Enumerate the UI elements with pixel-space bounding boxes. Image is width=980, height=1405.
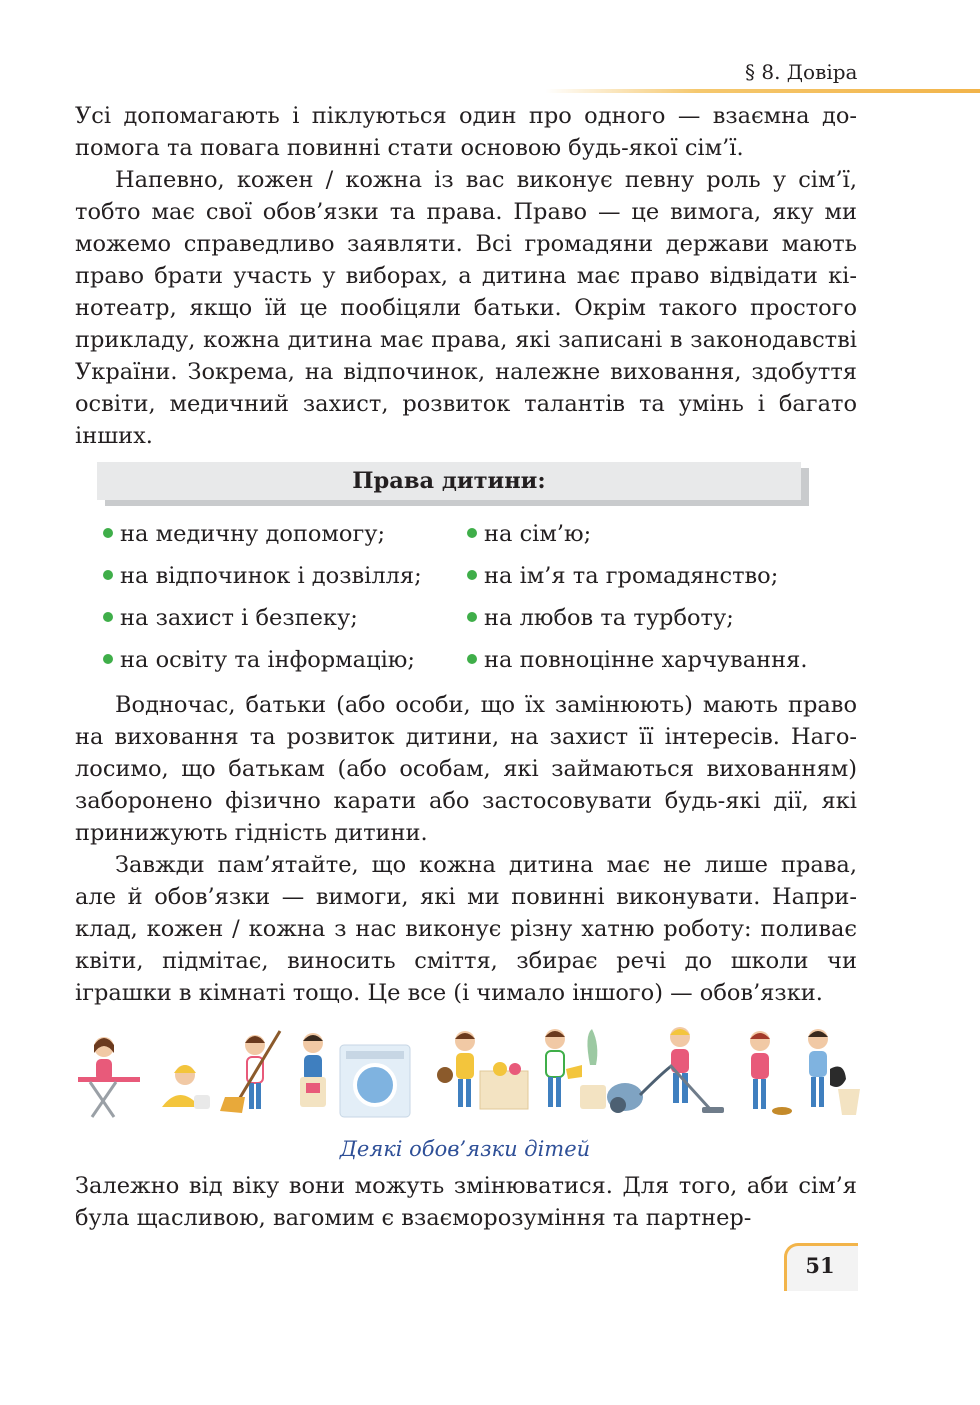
bullet-dot-icon <box>103 654 113 664</box>
rights-item: на медичну допомогу; <box>103 516 422 558</box>
rights-item: на освіту та інформацію; <box>103 642 422 684</box>
rights-item: на любов та турботу; <box>467 600 807 642</box>
section-header: § 8. Довіра <box>745 60 858 84</box>
watering-girl-figure <box>545 1029 606 1109</box>
bullet-dot-icon <box>467 570 477 580</box>
rights-item: на відпочинок і дозвілля; <box>103 558 422 600</box>
blonde-girl-figure <box>162 1065 210 1109</box>
vacuuming-boy-figure <box>607 1027 724 1113</box>
sweeping-girl-figure <box>220 1031 280 1113</box>
paragraph-age: Залежно від віку вони можуть змінюватися. Для того, аби сім’я була щасливою, вагомим є взаєморозуміння та партнер- <box>75 1173 857 1231</box>
bullet-dot-icon <box>103 612 113 622</box>
paragraph-duties: Завжди пам’ятайте, що кожна дитина має не лише права, але й обов’язки — вимоги, які ми повинні виконувати. Наприклад, кожен / кожна з нас виконує різну хатню роботу: поливає квіти, підмітає, виносить сміття, збирає речі до школи чи іграшки в кімнаті тощо. Це все (і чимало іншого) — обов’язки. <box>75 852 857 1006</box>
rights-item: на сім’ю; <box>467 516 807 558</box>
children-chores-illustration <box>70 1025 860 1120</box>
feeding-girl-figure <box>750 1031 792 1115</box>
paragraph-parents-rights: Водночас, батьки (або особи, що їх замінюють) мають право на виховання та розвиток дитини, на захист її інтересів. Наголосимо, що батькам (або особам, які займаються вихованням) заборонено фізично карати або застосовувати будь-які дії, які принижують гідність дитини. <box>75 692 857 846</box>
toys-girl-figure <box>437 1031 528 1109</box>
bullet-dot-icon <box>103 570 113 580</box>
bullet-dot-icon <box>467 612 477 622</box>
rights-title: Права дитини: <box>352 468 546 494</box>
paragraph-intro: Усі допомагають і піклуються один про одного — взаємна допомога та повага повинні стати основою будь-якої сім’ї. <box>75 103 857 161</box>
page-number: 51 <box>805 1253 835 1278</box>
rights-list-left <box>103 516 422 684</box>
illustration-caption: Деякі обов’язки дітей <box>339 1137 591 1161</box>
trash-boy-figure <box>808 1029 860 1115</box>
rights-item: на повноцінне харчування. <box>467 642 807 684</box>
paragraph-rights-explanation: Напевно, кожен / кожна із вас виконує певну роль у сім’ї, тобто має свої обов’язки та права. Право — це вимога, яку ми можемо справедливо заявляти. Всі громадяни держави мають право брати участь у виборах, а дитина має право відвідати кінотеатр, якщо їй це пообіцяли батьки. Окрім такого простого прикладу, кожна дитина має права, які записані в законодавстві України. Зокрема, на відпочинок, належне виховання, здобуття освіти, медичний захист, розвиток талантів та умінь і багато інших. <box>75 167 857 449</box>
bullet-dot-icon <box>467 528 477 538</box>
rights-item: на ім’я та громадянство; <box>467 558 807 600</box>
bullet-dot-icon <box>103 528 113 538</box>
rights-list-right <box>467 516 807 684</box>
laundry-boy-figure <box>300 1033 410 1117</box>
rights-item: на захист і безпеку; <box>103 600 422 642</box>
bullet-dot-icon <box>467 654 477 664</box>
header-rule <box>545 89 980 93</box>
ironing-girl-figure <box>78 1037 140 1117</box>
